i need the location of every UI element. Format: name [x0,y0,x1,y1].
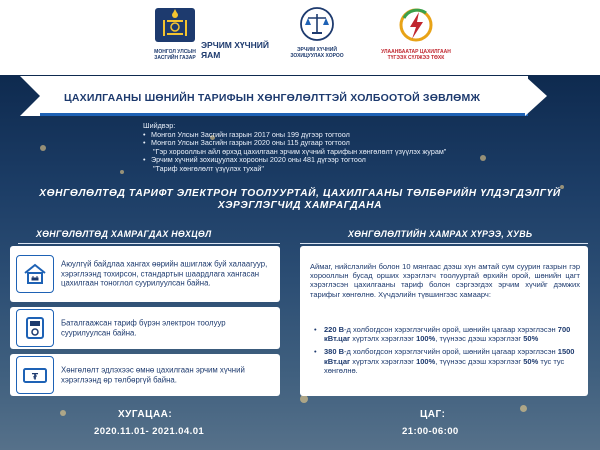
scope-panel [300,246,588,396]
basis-item-subtitle: "Тариф хөнгөлөлт үзүүлэх тухай" [153,163,264,173]
soyombo-emblem-icon [153,6,197,44]
basis-label: Шийдвэр: [143,121,176,130]
scope-heading: ХӨНГӨЛӨЛТИЙН ХАМРАХ ХҮРЭЭ, ХУВЬ [348,229,533,239]
basis-item-subtitle: "Гэр хорооллын айл өрхэд цахилгаан эрчим хүчний тарифын хөнгөлөлт үзүүлэх журам" [153,146,447,156]
electric-meter-icon [16,309,54,347]
condition-text: Хөнгөлөлт эдлэхээс өмнө цахилгаан эрчим хүчний хэрэглээнд өр төлбөргүй байна. [61,365,245,384]
conditions-heading: ХӨНГӨЛӨЛТӨД ХАМРАГДАХ НӨХЦӨЛ [36,229,212,239]
page-title: ЦАХИЛГААНЫ ШӨНИЙН ТАРИФЫН ХӨНГӨЛӨЛТТЭЙ ХОЛБООТОЙ ЗӨВЛӨМЖ [64,92,481,104]
scope-bullet: • 220 В-д холбогдсон хэрэглэгчийн орой, шөнийн цагаар хэрэглэсэн 700 кВт.цаг хүртэлх хэрэглээг 100%, түүнээс дээш хэрэглээг 50% [314,325,582,343]
ribbon-arrow-tip [525,76,547,116]
condition-card [10,354,280,396]
basis-item: • Монгол Улсын Засгийн газрын 2017 оны 199 дүгээр тогтоол [143,131,463,140]
ribbon-left-notch [20,76,40,116]
distribution-company-logo: УЛААНБААТАР ЦАХИЛГААН ТҮГЭЭХ СҮЛЖЭЭ ТӨХК [376,6,456,61]
ministry-name: ЭРЧИМ ХҮЧНИЙ ЯАМ [201,40,269,60]
header-bar [0,0,600,75]
svg-text:₮: ₮ [31,372,39,383]
scope-bullet: • 380 В-д холбогдсон хэрэглэгчийн орой, шөнийн цагаар хэрэглэсэн 1500 кВт.цаг хүртэлх хэрэглээг 100%, түүнээс дээш хэрэглээг 50% тус тус хөнгөлнө. [314,347,582,375]
main-headline: ХӨНГӨЛӨЛТӨД ТАРИФТ ЭЛЕКТРОН ТООЛУУРТАЙ, ЦАХИЛГААНЫ ТӨЛБӨРИЙН ҮЛДЭГДЭЛГҮЙ ХЭРЭГЛЭГЧИД ХАМРАГДАНА [39,188,561,211]
basis-item: • Монгол Улсын Засгийн газрын 2020 оны 115 дугаар тогтоол [143,139,463,148]
scope-intro: Аймаг, нийслэлийн болон 10 мянгаас дээш хүн амтай сум суурин газрын гэр хорооллын бусад орших хэрэглэгч тоолууртай өрхийн орой, шөнийн цагт хэрэглэсэн цахилгааны тариф болон сэргээгдэх эрчим хүчийг дэмжих тарифыг хөнгөлнө. Хүчдэлийн түвшингээс хамаарч: [310,262,580,299]
lightning-ring-icon [396,6,436,44]
condition-card [10,246,280,302]
condition-card [10,307,280,349]
basis-item: • Эрчим хүчний зохицуулах хорооны 2020 оны 481 дүгээр тогтоол [143,156,463,165]
condition-text: Баталгаажсан тариф бүрэн электрон тоолуур суурилуулсан байна. [61,318,226,337]
time-value: 21:00-06:00 [402,426,459,437]
decision-basis [143,122,463,174]
tugrik-bill-icon [16,356,54,394]
time-label: ЦАГ: [420,409,446,420]
scope-heading-divider [300,243,588,244]
scales-of-justice-icon [299,6,335,42]
government-logo [150,6,200,61]
regulatory-commission-logo: ЭРЧИМ ХҮЧНИЙ ЗОХИЦУУЛАХ ХОРОО [290,6,344,59]
condition-text: Аюулгүй байдлаа хангах өөрийн ашиглаж буй халаагуур, хэрэглээнд тохирсон, стандартын шаардлага хангасан цахилгаан тоноглол суурилуулсан байна. [61,259,268,288]
duration-label: ХУГАЦАА: [118,409,173,420]
duration-value: 2020.11.01- 2021.04.01 [94,426,205,437]
government-logo-text: МОНГОЛ УЛСЫН ЗАСГИЙН ГАЗАР [154,49,196,61]
house-plug-icon [16,255,54,293]
conditions-heading-divider [18,243,280,244]
